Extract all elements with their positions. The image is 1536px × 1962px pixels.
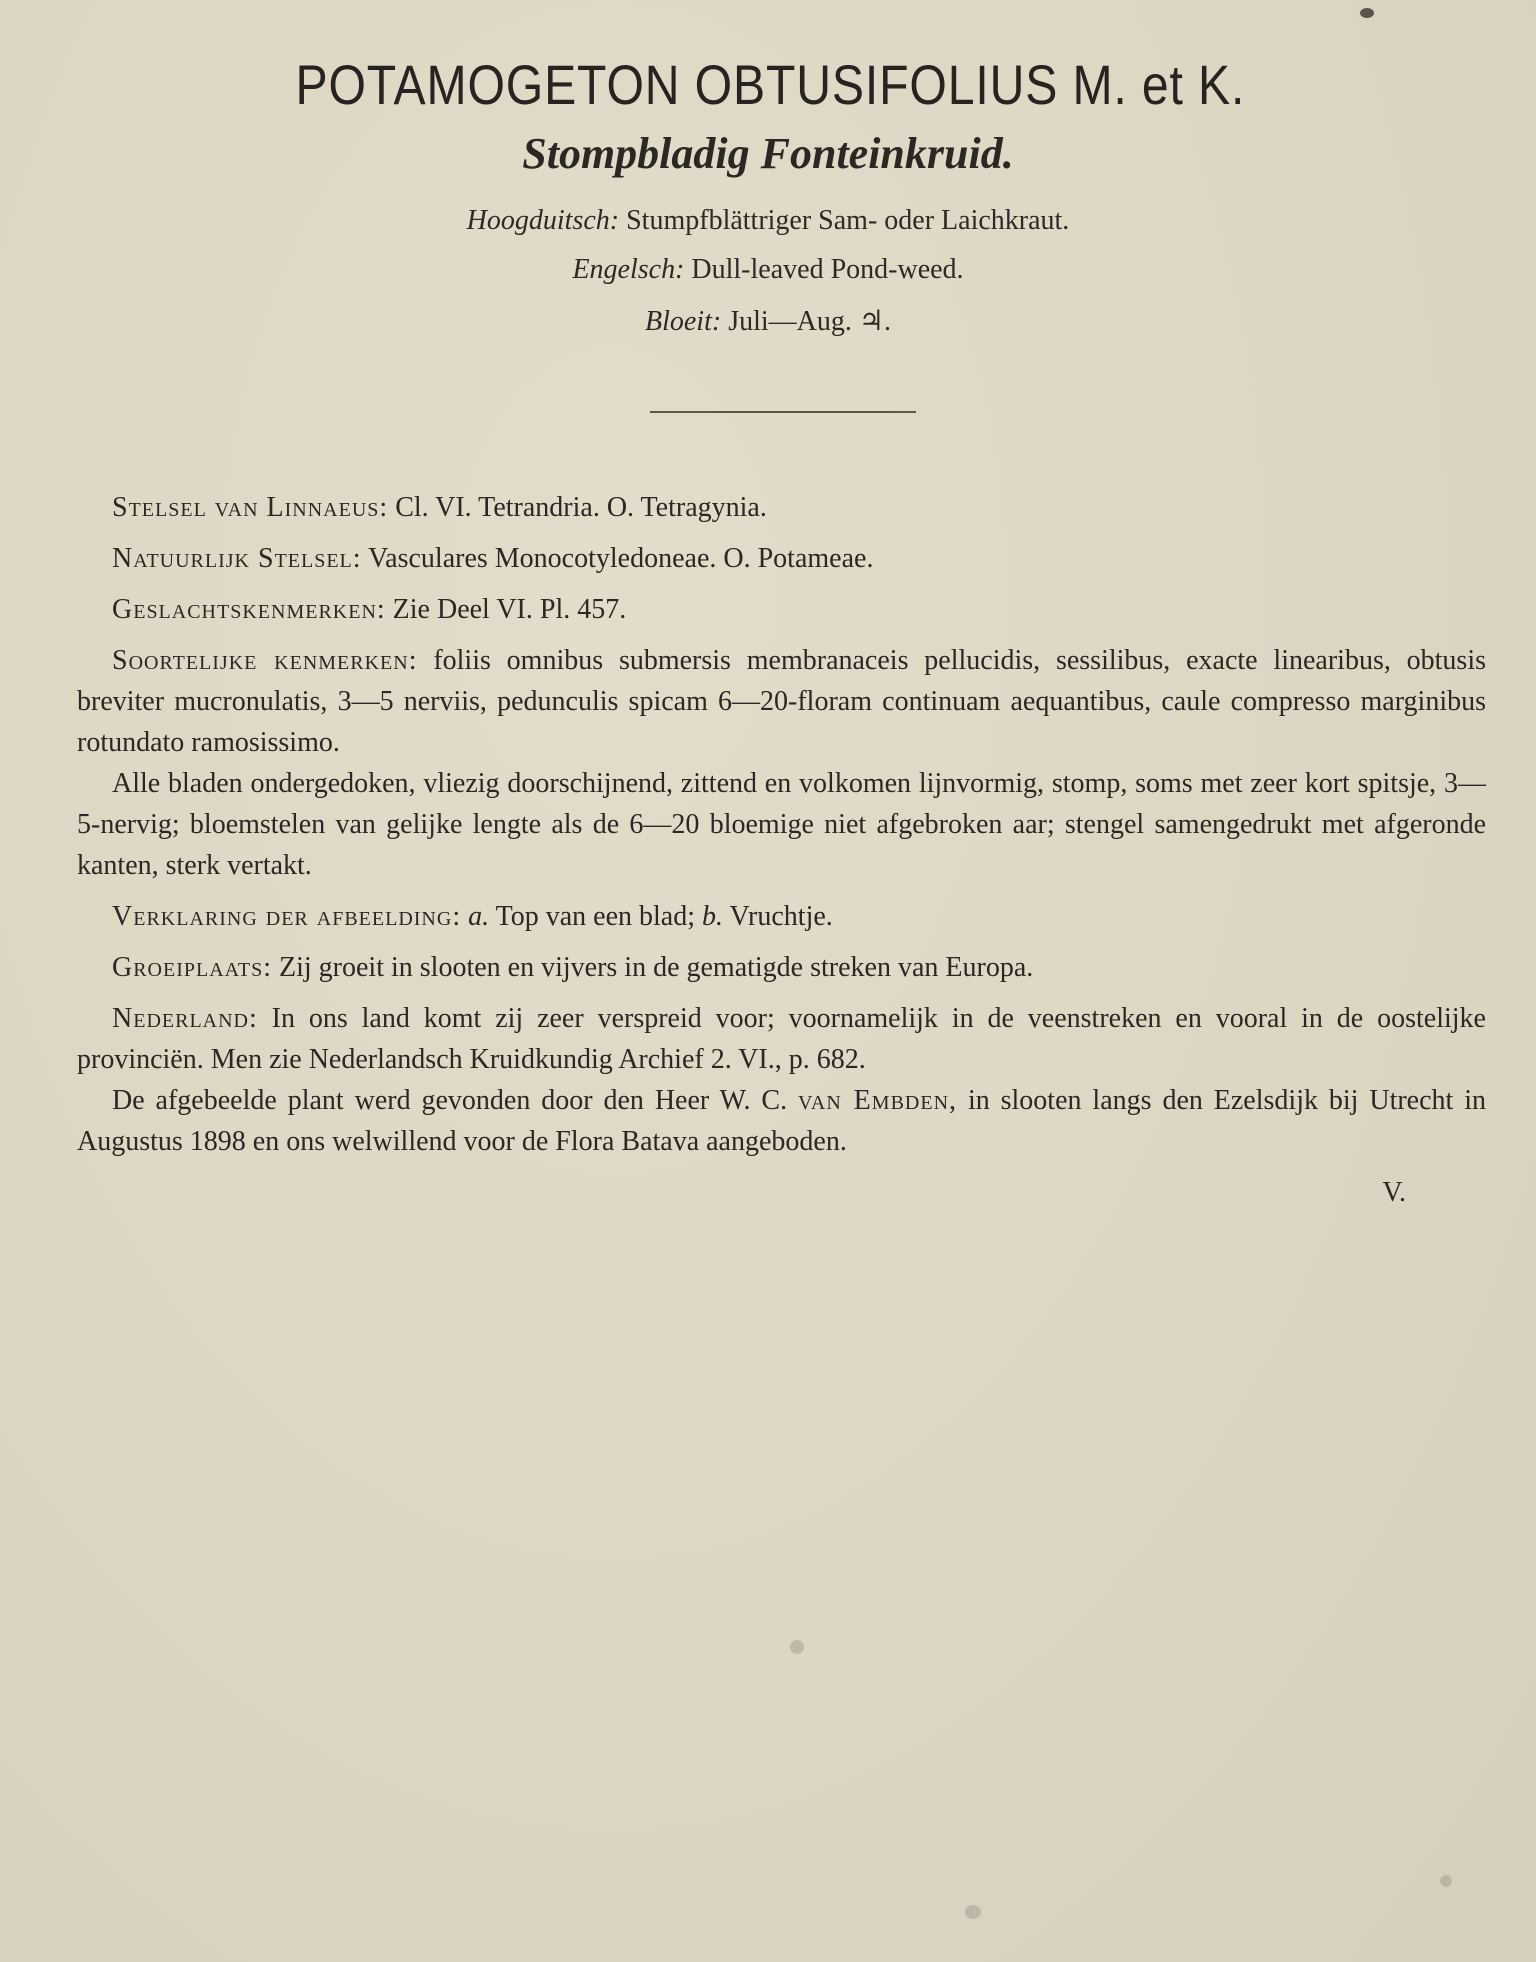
paper-speck [1440, 1875, 1452, 1887]
habitat-text: Zij groeit in slooten en vijvers in de gematigde streken van Europa. [279, 952, 1034, 983]
found-text-2: in slooten langs den Ezelsdijk bij Utrecht in Augustus 1898 en ons welwillend voor de Flora Batava aangeboden. [77, 1085, 1487, 1157]
natural-system-label: Natuurlijk Stelsel: [112, 543, 362, 574]
genus-label: Geslachtskenmerken: [112, 594, 386, 625]
natural-system-paragraph [77, 538, 1486, 579]
linnaeus-paragraph [77, 487, 1486, 528]
ink-speck [1360, 8, 1374, 18]
found-text-1: De afgebeelde plant werd gevonden door den Heer W. C. [112, 1085, 788, 1116]
german-value: Stumpfblättriger Sam- oder Laichkraut. [626, 205, 1070, 236]
german-label: Hoogduitsch: [466, 205, 620, 236]
english-name-line [0, 254, 1536, 286]
found-paragraph [77, 1080, 1486, 1162]
body-text [77, 487, 1486, 1213]
genus-text: Zie Deel VI. Pl. 457. [392, 594, 627, 625]
linnaeus-text: Cl. VI. Tetrandria. O. Tetragynia. [395, 492, 767, 523]
linnaeus-label: Stelsel van Linnaeus: [112, 492, 389, 523]
netherlands-text: In ons land komt zij zeer verspreid voor; voornamelijk in de veenstreken en vooral in de oostelijke provinciën. Men zie Nederlandsch Kruidkundig Archief 2. VI., p. 682. [77, 1003, 1486, 1075]
explanation-paragraph [77, 896, 1486, 937]
explanation-b-marker: b. [702, 901, 724, 932]
paper-speck [965, 1905, 981, 1919]
species-label: Soortelijke kenmerken: [112, 645, 418, 676]
netherlands-label: Nederland: [112, 1003, 258, 1034]
explanation-label: Verklaring der afbeelding: [112, 901, 462, 932]
bloom-label: Bloeit: [645, 306, 722, 337]
species-text: foliis omnibus submersis membranaceis pellucidis, sessilibus, exacte linearibus, obtusis breviter mucronulatis, 3—5 nerviis, pedunculis spicam 6—20-floram continuam aequantibus, caule compresso marginibus rotundato ramosissimo. [77, 645, 1486, 758]
explanation-a-marker: a. [468, 901, 490, 932]
habitat-paragraph [77, 947, 1486, 988]
bloom-value: Juli—Aug. ♃. [728, 306, 891, 337]
bloom-line [0, 304, 1536, 338]
explanation-a-text: Top van een blad; [495, 901, 696, 932]
species-dutch-paragraph: Alle bladen ondergedoken, vliezig doorschijnend, zittend en volkomen lijnvormig, stomp, soms met zeer kort spitsje, 3—5-nervig; bloemstelen van gelijke lengte als de 6—20 bloemige niet afgebroken aar; stengel samengedrukt met afgeronde kanten, sterk vertakt. [77, 768, 1486, 881]
divider-rule [650, 411, 916, 413]
netherlands-paragraph [77, 998, 1486, 1080]
page-subtitle: Stompbladig Fonteinkruid. [522, 129, 1014, 178]
explanation-b-text: Vruchtje. [729, 901, 833, 932]
paper-speck [790, 1640, 804, 1654]
english-label: Engelsch: [572, 254, 685, 285]
genus-paragraph [77, 589, 1486, 630]
natural-system-text: Vasculares Monocotyledoneae. O. Potameae. [368, 543, 874, 574]
habitat-label: Groeiplaats: [112, 952, 273, 983]
english-value: Dull-leaved Pond-weed. [691, 254, 964, 285]
found-name: van Embden, [798, 1085, 958, 1116]
species-paragraph [77, 640, 1486, 763]
german-name-line [0, 205, 1536, 237]
page-title: POTAMOGETON OBTUSIFOLIUS M. et K. [295, 53, 1246, 116]
signature: V. [1382, 1177, 1406, 1208]
